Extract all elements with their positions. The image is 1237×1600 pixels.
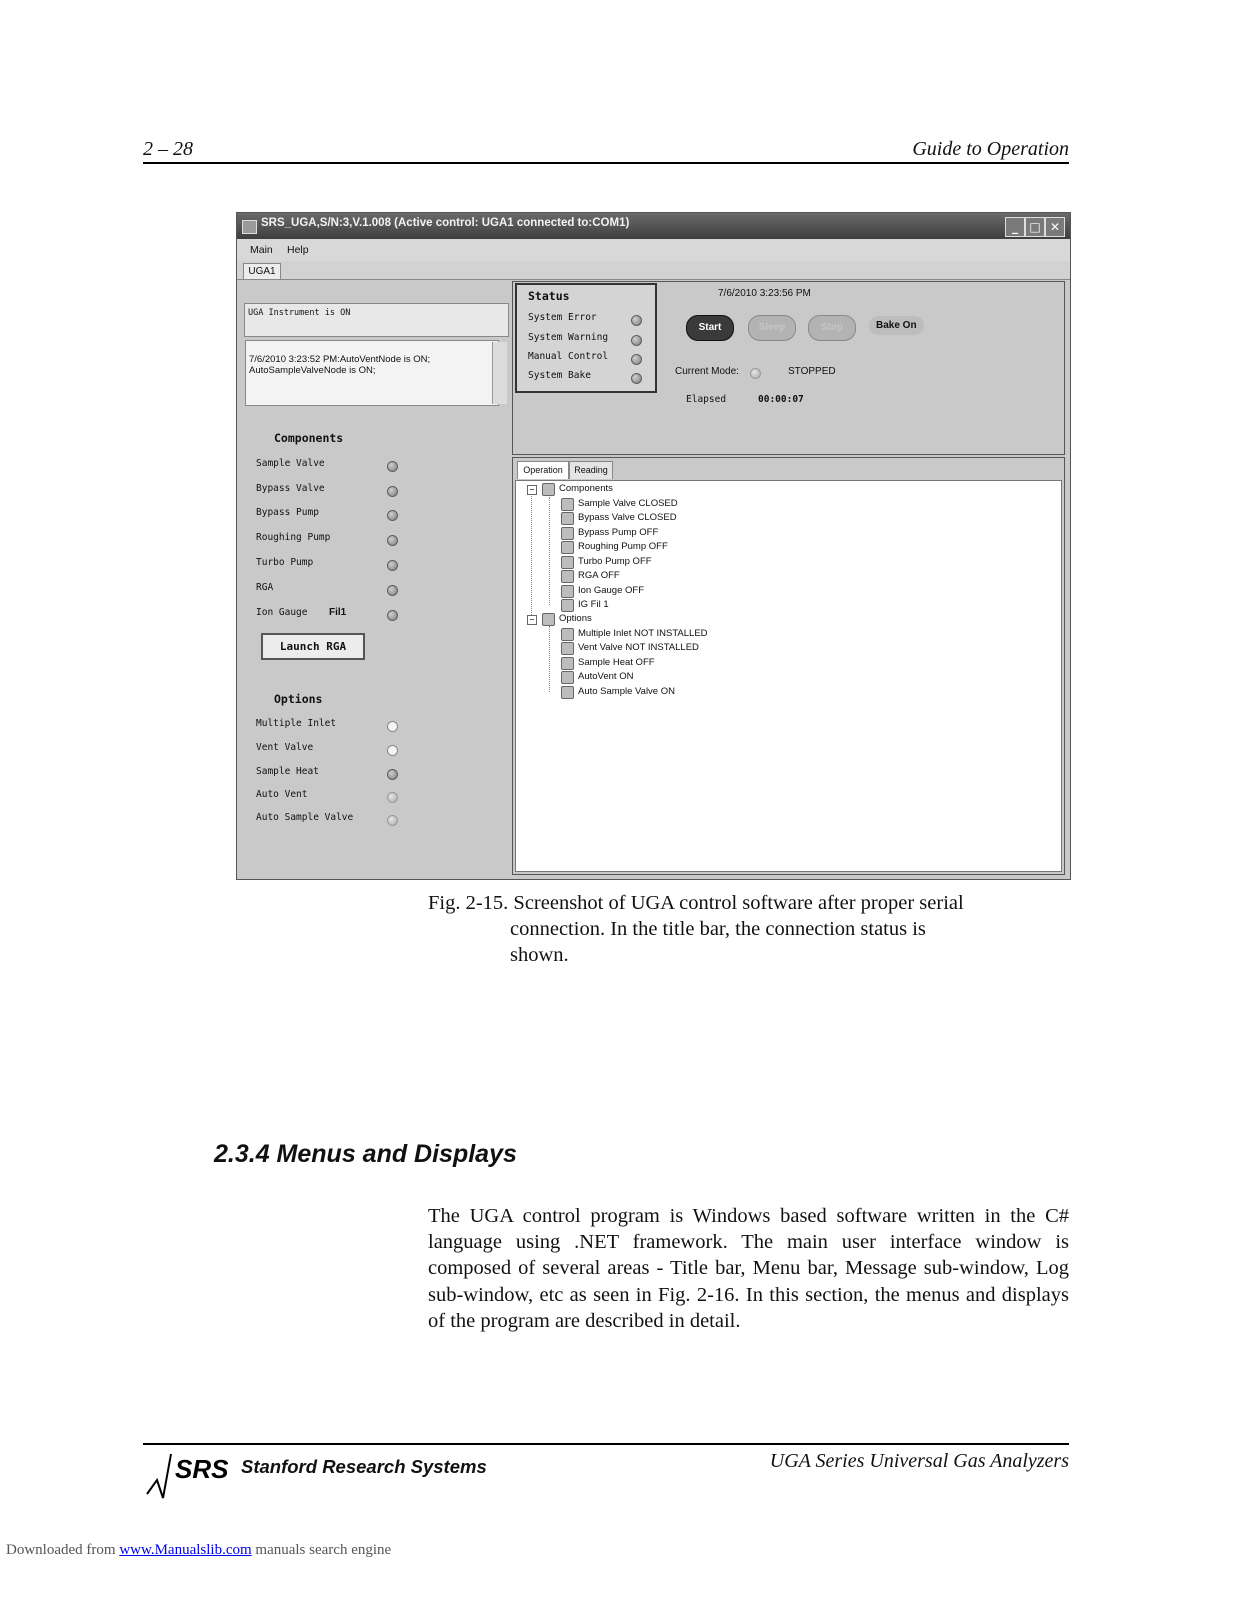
datetime: 7/6/2010 3:23:56 PM bbox=[718, 288, 811, 299]
collapse-icon[interactable]: − bbox=[527, 485, 537, 495]
srs-logo bbox=[143, 1450, 487, 1502]
node-icon bbox=[561, 585, 574, 598]
tree-node[interactable]: Bypass Pump OFF bbox=[578, 527, 659, 538]
tree-node[interactable]: Sample Valve CLOSED bbox=[578, 498, 678, 509]
system-warning-indicator bbox=[631, 335, 642, 346]
tree-node[interactable]: Bypass Valve CLOSED bbox=[578, 512, 677, 523]
status-label: System Error bbox=[528, 312, 597, 323]
node-icon bbox=[561, 556, 574, 569]
component-label: Sample Valve bbox=[256, 458, 325, 469]
menu-bar bbox=[237, 239, 1070, 261]
auto-sample-valve-indicator bbox=[387, 815, 398, 826]
status-heading: Status bbox=[528, 289, 570, 303]
node-icon bbox=[561, 512, 574, 525]
log-window[interactable] bbox=[245, 340, 499, 406]
section-title: 2.3.4 Menus and Displays bbox=[214, 1140, 517, 1168]
node-icon bbox=[561, 527, 574, 540]
node-icon bbox=[561, 541, 574, 554]
sleep-button[interactable]: Sleep bbox=[748, 315, 796, 341]
option-label: Auto Sample Valve bbox=[256, 812, 354, 823]
folder-icon bbox=[542, 483, 555, 496]
tab-operation[interactable]: Operation bbox=[517, 461, 569, 479]
current-mode-label: Current Mode: bbox=[675, 366, 739, 377]
option-label: Sample Heat bbox=[256, 766, 319, 777]
system-error-indicator bbox=[631, 315, 642, 326]
tree-view[interactable] bbox=[515, 480, 1062, 872]
tree-node[interactable]: RGA OFF bbox=[578, 570, 620, 581]
stop-button[interactable]: Stop bbox=[808, 315, 856, 341]
svg-text:SRS: SRS bbox=[175, 1454, 229, 1484]
status-panel bbox=[512, 281, 1065, 455]
tree-node[interactable]: Roughing Pump OFF bbox=[578, 541, 668, 552]
menu-main[interactable]: Main bbox=[250, 244, 273, 256]
title-bar bbox=[237, 213, 1070, 239]
node-icon bbox=[561, 642, 574, 655]
srs-logo-icon bbox=[143, 1450, 239, 1502]
log-line: AutoSampleValveNode is ON; bbox=[249, 365, 376, 376]
status-label: System Bake bbox=[528, 370, 591, 381]
tree-node[interactable]: Auto Sample Valve ON bbox=[578, 686, 675, 697]
collapse-icon[interactable]: − bbox=[527, 615, 537, 625]
status-label: System Warning bbox=[528, 332, 609, 343]
manual-control-indicator bbox=[631, 354, 642, 365]
multiple-inlet-indicator bbox=[387, 721, 398, 732]
caption-line: shown. bbox=[510, 944, 569, 966]
elapsed-label: Elapsed bbox=[686, 394, 727, 405]
tree-node[interactable]: IG Fil 1 bbox=[578, 599, 609, 610]
component-label: Ion Gauge bbox=[256, 607, 308, 618]
message-window bbox=[244, 303, 509, 337]
footer-rule bbox=[143, 1443, 1069, 1445]
mode-indicator bbox=[750, 368, 761, 379]
caption-line: connection. In the title bar, the connection status is bbox=[510, 918, 926, 940]
caption-line: Fig. 2-15. Screenshot of UGA control software after proper serial bbox=[428, 892, 964, 914]
running-header: Guide to Operation bbox=[912, 138, 1069, 160]
footer-title: UGA Series Universal Gas Analyzers bbox=[769, 1450, 1069, 1472]
options-heading: Options bbox=[274, 692, 323, 706]
tab-reading[interactable]: Reading bbox=[569, 461, 613, 479]
ion-gauge-indicator bbox=[387, 610, 398, 621]
page-number: 2 – 28 bbox=[143, 138, 193, 160]
maximize-icon[interactable]: □ bbox=[1025, 217, 1045, 237]
node-icon bbox=[561, 498, 574, 511]
component-label: RGA bbox=[256, 582, 274, 593]
message-text: UGA Instrument is ON bbox=[248, 308, 351, 318]
status-box bbox=[515, 283, 657, 393]
instrument-tabs bbox=[237, 261, 1070, 280]
tree-node[interactable]: Turbo Pump OFF bbox=[578, 556, 652, 567]
download-suffix: manuals search engine bbox=[251, 1542, 392, 1558]
current-mode-value: STOPPED bbox=[788, 366, 836, 377]
elapsed-value: 00:00:07 bbox=[758, 394, 804, 405]
folder-icon bbox=[542, 613, 555, 626]
components-heading: Components bbox=[274, 431, 344, 445]
body-paragraph: The UGA control program is Windows based software written in the C# language using .NET framework. The main user interface window is composed of several areas - Title bar, Menu bar, Message sub-window, Log sub-window, etc as seen in Fig. 2-16. In this section, the menus and displays of the program are described in detail. bbox=[428, 1205, 1069, 1332]
option-label: Vent Valve bbox=[256, 742, 314, 753]
node-icon bbox=[561, 628, 574, 641]
tree-node[interactable]: AutoVent ON bbox=[578, 671, 634, 682]
log-line: 7/6/2010 3:23:52 PM:AutoVentNode is ON; bbox=[249, 354, 431, 365]
tree-line bbox=[549, 497, 550, 605]
component-label: Bypass Pump bbox=[256, 507, 319, 518]
tree-panel bbox=[512, 457, 1065, 875]
window-title: SRS_UGA,S/N:3,V.1.008 (Active control: UGA1 connected to:COM1) bbox=[261, 217, 630, 229]
node-icon bbox=[561, 671, 574, 684]
tree-node[interactable]: Sample Heat OFF bbox=[578, 657, 655, 668]
vent-valve-indicator bbox=[387, 745, 398, 756]
tree-line bbox=[549, 626, 550, 692]
component-label: Turbo Pump bbox=[256, 557, 314, 568]
bypass-pump-indicator bbox=[387, 510, 398, 521]
node-icon bbox=[561, 599, 574, 612]
auto-vent-indicator bbox=[387, 792, 398, 803]
app-icon bbox=[242, 220, 257, 234]
log-text bbox=[249, 354, 430, 376]
ion-gauge-filament: Fil1 bbox=[329, 607, 347, 618]
footer-brand: Stanford Research Systems bbox=[241, 1456, 487, 1477]
sample-heat-indicator bbox=[387, 769, 398, 780]
tab-uga1[interactable]: UGA1 bbox=[243, 263, 281, 279]
log-scrollbar[interactable] bbox=[492, 342, 507, 404]
node-icon bbox=[561, 686, 574, 699]
sample-valve-indicator bbox=[387, 461, 398, 472]
tree-line bbox=[531, 493, 532, 621]
node-icon bbox=[561, 657, 574, 670]
tree-node-options[interactable]: Options bbox=[559, 613, 592, 624]
tree-node[interactable]: Multiple Inlet NOT INSTALLED bbox=[578, 628, 708, 639]
figure-caption bbox=[428, 890, 964, 968]
roughing-pump-indicator bbox=[387, 535, 398, 546]
start-button[interactable]: Start bbox=[686, 315, 734, 341]
system-bake-indicator bbox=[631, 373, 642, 384]
option-label: Auto Vent bbox=[256, 789, 308, 800]
component-label: Bypass Valve bbox=[256, 483, 325, 494]
download-notice bbox=[6, 1542, 391, 1559]
tree-node[interactable]: Vent Valve NOT INSTALLED bbox=[578, 642, 699, 653]
bake-on-button[interactable]: Bake On bbox=[869, 316, 924, 335]
node-icon bbox=[561, 570, 574, 583]
turbo-pump-indicator bbox=[387, 560, 398, 571]
minimize-icon[interactable]: _ bbox=[1005, 217, 1025, 237]
menu-help[interactable]: Help bbox=[287, 244, 309, 256]
rga-indicator bbox=[387, 585, 398, 596]
component-label: Roughing Pump bbox=[256, 532, 331, 543]
tree-node-components[interactable]: Components bbox=[559, 483, 613, 494]
status-label: Manual Control bbox=[528, 351, 609, 362]
option-label: Multiple Inlet bbox=[256, 718, 337, 729]
launch-rga-button[interactable]: Launch RGA bbox=[261, 633, 365, 660]
bypass-valve-indicator bbox=[387, 486, 398, 497]
download-prefix: Downloaded from bbox=[6, 1542, 120, 1558]
uga-software-window bbox=[236, 212, 1071, 880]
close-icon[interactable]: ✕ bbox=[1045, 217, 1065, 237]
manualslib-link[interactable]: www.Manualslib.com bbox=[119, 1542, 252, 1558]
header-rule bbox=[143, 162, 1069, 164]
tree-node[interactable]: Ion Gauge OFF bbox=[578, 585, 645, 596]
